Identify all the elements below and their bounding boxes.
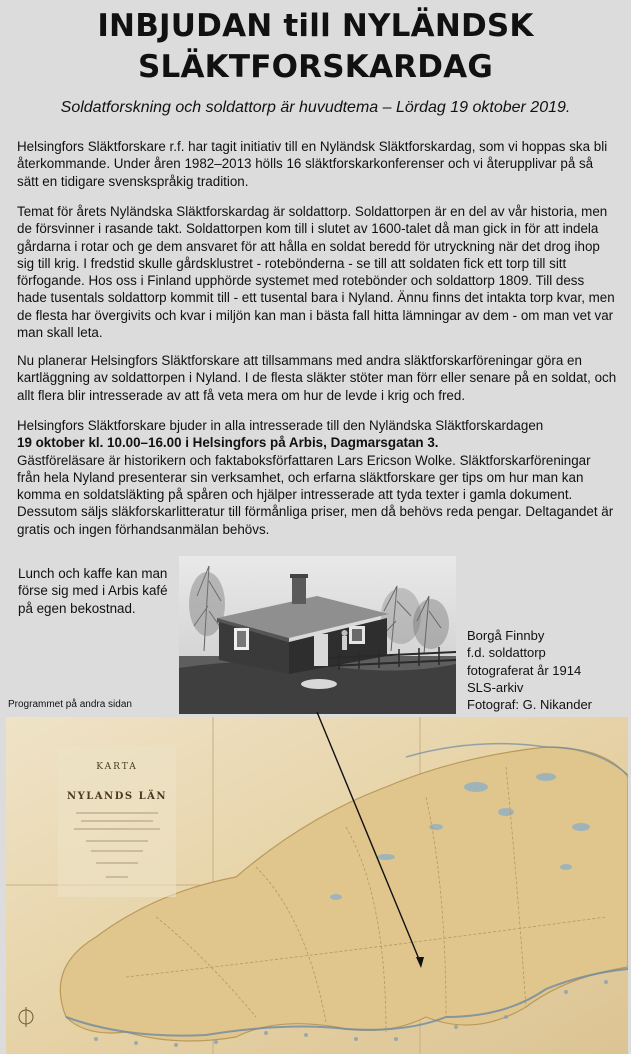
title-line-1: INBJUDAN till NYLÄNDSK xyxy=(97,8,534,44)
invitation-paragraph xyxy=(17,417,617,538)
caption-location: Borgå Finnby xyxy=(467,628,545,643)
caption-description: f.d. soldattorp xyxy=(467,645,546,661)
intro-paragraph: Helsingfors Släktforskare r.f. har tagit initiativ till en Nyländsk Släktforskardag, som vi hoppas ska bli återkommande. Under åren 1982–2013 hölls 16 släktforskarkonferenser och vi återupplivar på så sätt en tidigare svenskspråkig tradition. xyxy=(17,139,608,189)
cottage-photo xyxy=(179,556,456,714)
invitation-details: Gästföreläsare är historikern och faktaboksförfattaren Lars Ericson Wolke. Släktforskarföreningar från hela Nyland presenterar sin verksamhet, och erfarna släktforskare ger tips om hur man kan komma en soldatsläkting på spåren och hjälper intresserade att tyda texter i gamla dokument. Dessutom säljs släkforskarlitteratur till förmånliga priser, men då behövs reda pengar. Deltagandet är gratis och ingen förhandsanmälan behövs. xyxy=(17,452,614,537)
caption-photographer: Fotograf: G. Nikander xyxy=(467,697,592,713)
photo-caption xyxy=(467,627,627,713)
cartouche-title: KARTA xyxy=(96,762,138,772)
caption-archive: SLS-arkiv xyxy=(467,679,524,695)
nyland-map-image xyxy=(6,717,628,1054)
invitation-intro: Helsingfors Släktforskare bjuder in alla intresserade till den Nyländska Släktforskardagen xyxy=(17,418,544,433)
cartouche-subtitle: NYLANDS LÄN xyxy=(66,791,168,802)
event-date-location: 19 oktober kl. 10.00–16.00 i Helsingfors på Arbis, Dagmarsgatan 3. xyxy=(17,435,439,451)
nyland-map xyxy=(6,717,628,1054)
cottage-photo-image xyxy=(179,556,456,714)
caption-year: fotograferat år 1914 xyxy=(467,662,582,678)
title-line-2: SLÄKTFORSKARDAG xyxy=(137,49,494,85)
theme-paragraph: Temat för årets Nyländska Släktforskardag är soldattorp. Soldattorpen är en del av vår historia, men de försvinner i rasande takt. Soldattorpen kom till i slutet av 1600-talet då man gick in för att indela gårdarna i rotar och ge dem ansvaret för att hålla en soldat beredd för utryckning när det drog ihop sig till krig. I fredstid skulle gårdsklustret - rotebönderna - se till att soldaten fick ett torp till sitt förfogande. Hos oss i Finland upphörde systemet med rotebönder och soldattorp 1809. Till dess hade tusentals soldattorp kommit till - ett tusental bara i Nyland. Ännu finns det intakta torp kvar, men de flesta har övergivits och kvar i miljön kan man i bästa fall hitta lämningar av dem - om man vet var man skall leta. xyxy=(17,204,615,341)
subtitle: Soldatforskning och soldattorp är huvudtema – Lördag 19 oktober 2019. xyxy=(60,99,571,116)
map-cartouche xyxy=(58,747,176,897)
lunch-note: Lunch och kaffe kan man förse sig med i Arbis kafé på egen bekostnad. xyxy=(18,566,168,616)
mapping-paragraph: Nu planerar Helsingfors Släktforskare att tillsammans med andra släktforskarföreningar göra en kartläggning av soldattorpen i Nyland. I de flesta släkter stöter man förr eller senare på en soldat, och allt flera blir intresserade av att få veta mera om hur de levde i krig och fred. xyxy=(17,353,617,403)
page-title xyxy=(0,6,631,88)
program-note: Programmet på andra sidan xyxy=(8,699,132,710)
